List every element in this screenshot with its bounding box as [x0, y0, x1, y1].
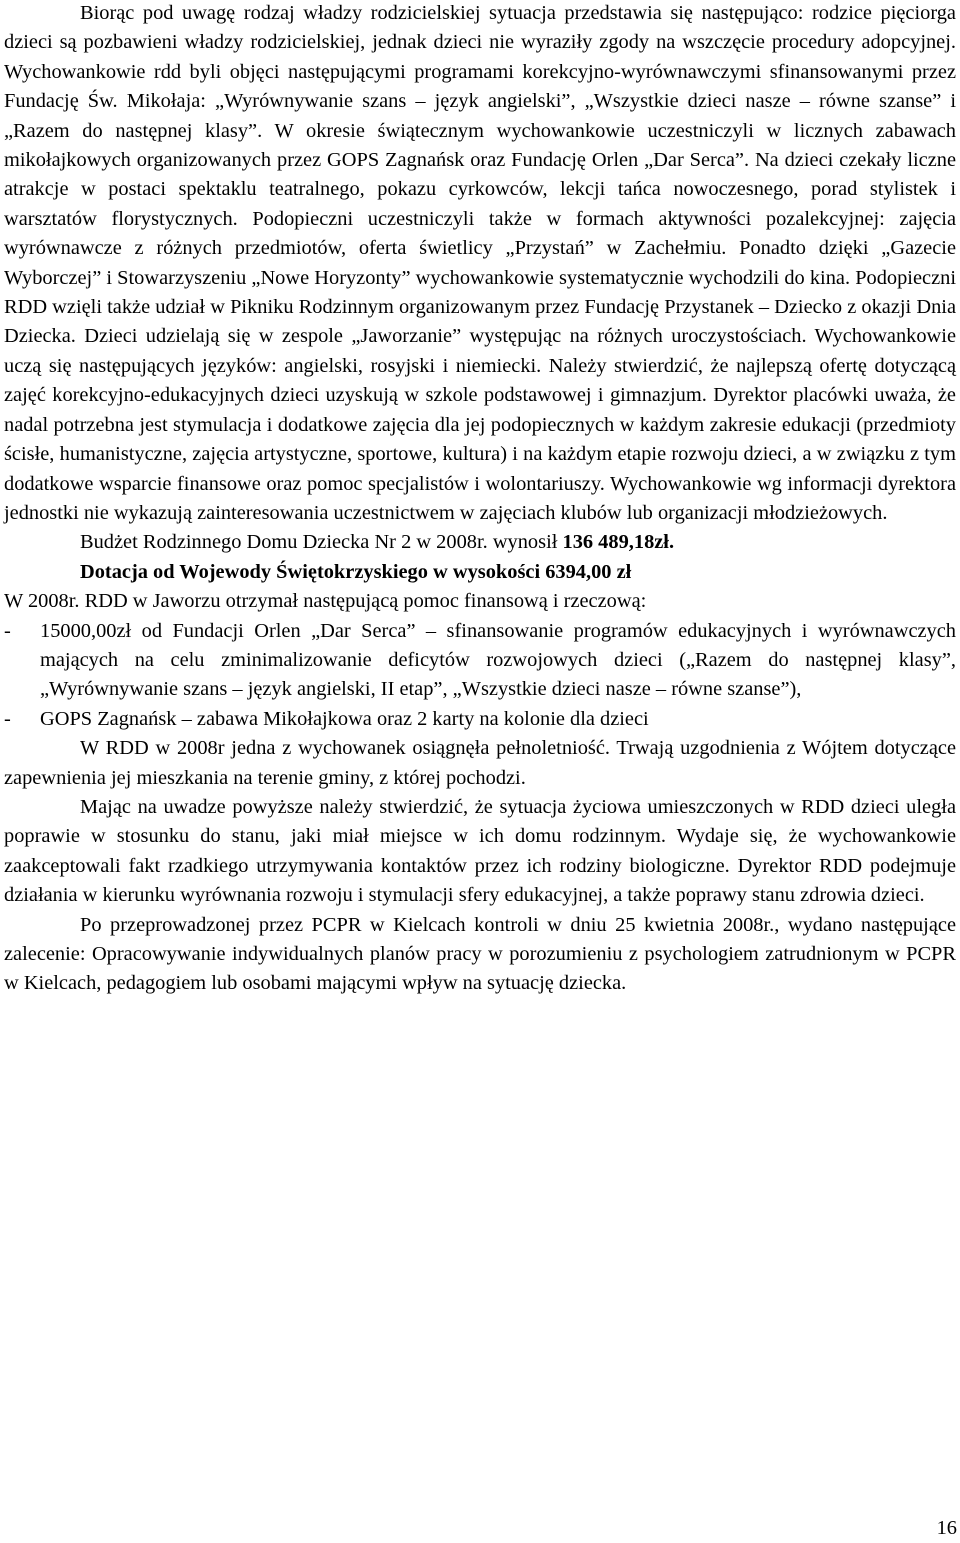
list-dash: -: [4, 619, 11, 642]
budget-amount: 136 489,18zł.: [562, 531, 675, 554]
paragraph-aid-intro: W 2008r. RDD w Jaworzu otrzymał następującą pomoc finansową i rzeczową:: [4, 590, 647, 613]
list-item-text: GOPS Zagnańsk – zabawa Mikołajkowa oraz 2 karty na kolonie dla dzieci: [40, 707, 649, 730]
page-number: 16: [936, 1517, 957, 1539]
body-text: [4, 0, 956, 999]
paragraph-parental-rights: Biorąc pod uwagę rodzaj władzy rodzicielskiej sytuacja przedstawia się następująco: rodzice pięciorga dzieci są pozbawieni władzy rodzicielskiej, jednak dzieci nie wyraziły zgody na wszczęcie procedury adopcyjnej. Wychowankowie rdd byli objęci następującymi programami korekcyjno-wyrównawczymi sfinansowanymi przez Fundację Św. Mikołaja: „Wyrównywanie szans – język angielski”, „Wszystkie dzieci nasze – równe szanse” i „Razem do następnej klasy”. W okresie świątecznym wychowankowie uczestniczyli w licznych zabawach mikołajkowych organizowanych przez GOPS Zagnańsk oraz Fundację Orlen „Dar Serca”. Na dzieci czekały liczne atrakcje w postaci spektaklu teatralnego, pokazu cyrkowców, lekcji tańca nowoczesnego, porad stylistek i warsztatów florystycznych. Podopieczni uczestniczyli także w formach aktywności pozalekcyjnej: zajęcia wyrównawcze z różnych przedmiotów, oferta świetlicy „Przystań” w Zachełmiu. Ponadto dzięki „Gazecie Wyborczej” i Stowarzyszeniu „Nowe Horyzonty” wychowankowie systematycznie wychodzili do kina. Podopieczni RDD wzięli także udział w Pikniku Rodzinnym organizowanym przez Fundację Przystanek – Dziecko z okazji Dnia Dziecka. Dzieci udzielają się w zespole „Jaworzanie” występując na różnych uroczystościach. Wychowankowie uczą się następujących języków: angielski, rosyjski i niemiecki. Należy stwierdzić, że najlepszą ofertę dotyczącą zajęć korekcyjno-edukacyjnych dzieci uzyskują w szkole podstawowej i gimnazjum. Dyrektor placówki uważa, że nadal potrzebna jest stymulacja i dodatkowe zajęcia dla jej podopiecznych w każdym zakresie edukacji (przedmioty ścisłe, humanistyczne, zajęcia artystyczne, sportowe, kultura) i na każdym etapie rozwoju dzieci, a w związku z tym dodatkowe wsparcie finansowe oraz pomoc specjalistów i wolontariuszy. Wychowankowie wg informacji dyrektora jednostki nie wykazują zainteresowania uczestnictwem w zajęciach klubów lub organizacji młodzieżowych.: [4, 2, 956, 524]
paragraph-budget: [4, 528, 956, 557]
paragraph-situation: Mając na uwadze powyższe należy stwierdzić, że sytuacja życiowa umieszczonych w RDD dzieci uległa poprawie w stosunku do stanu, jaki miał miejsce w ich domu rodzinnym. Wydaje się, że wychowankowie zaakceptowali fakt rzadkiego utrzymywania kontaktów przez ich rodziny biologiczne. Dyrektor RDD podejmuje działania w kierunku wyrównania rozwoju i stymulacji sfery edukacyjnej, a także poprawy stanu zdrowia dzieci.: [4, 795, 956, 907]
list-item: [4, 705, 956, 734]
aid-list: [4, 617, 956, 735]
list-item-text: 15000,00zł od Fundacji Orlen „Dar Serca” – sfinansowanie programów edukacyjnych i wyrównawczych mających na celu zminimalizowanie deficytów rozwojowych dzieci („Razem do następnej klasy”, „Wyrównywanie szans – język angielski, II etap”, „Wszystkie dzieci nasze – równe szanse”),: [40, 619, 956, 701]
paragraph-inspection: Po przeprowadzonej przez PCPR w Kielcach kontroli w dniu 25 kwietnia 2008r., wydano następujące zalecenie: Opracowywanie indywidualnych planów pracy w porozumieniu z psychologiem zatrudnionym w PCPR w Kielcach, pedagogiem lub osobami mającymi wpływ na sytuację dziecka.: [4, 913, 956, 995]
list-dash: -: [4, 707, 11, 730]
list-item: [4, 617, 956, 705]
budget-text: Budżet Rodzinnego Domu Dziecka Nr 2 w 2008r. wynosił: [80, 531, 563, 554]
paragraph-adulthood: W RDD w 2008r jedna z wychowanek osiągnęła pełnoletniość. Trwają uzgodnienia z Wójtem dotyczące zapewnienia jej mieszkania na terenie gminy, z której pochodzi.: [4, 737, 956, 789]
paragraph-subsidy: Dotacja od Wojewody Świętokrzyskiego w wysokości 6394,00 zł: [80, 560, 632, 583]
